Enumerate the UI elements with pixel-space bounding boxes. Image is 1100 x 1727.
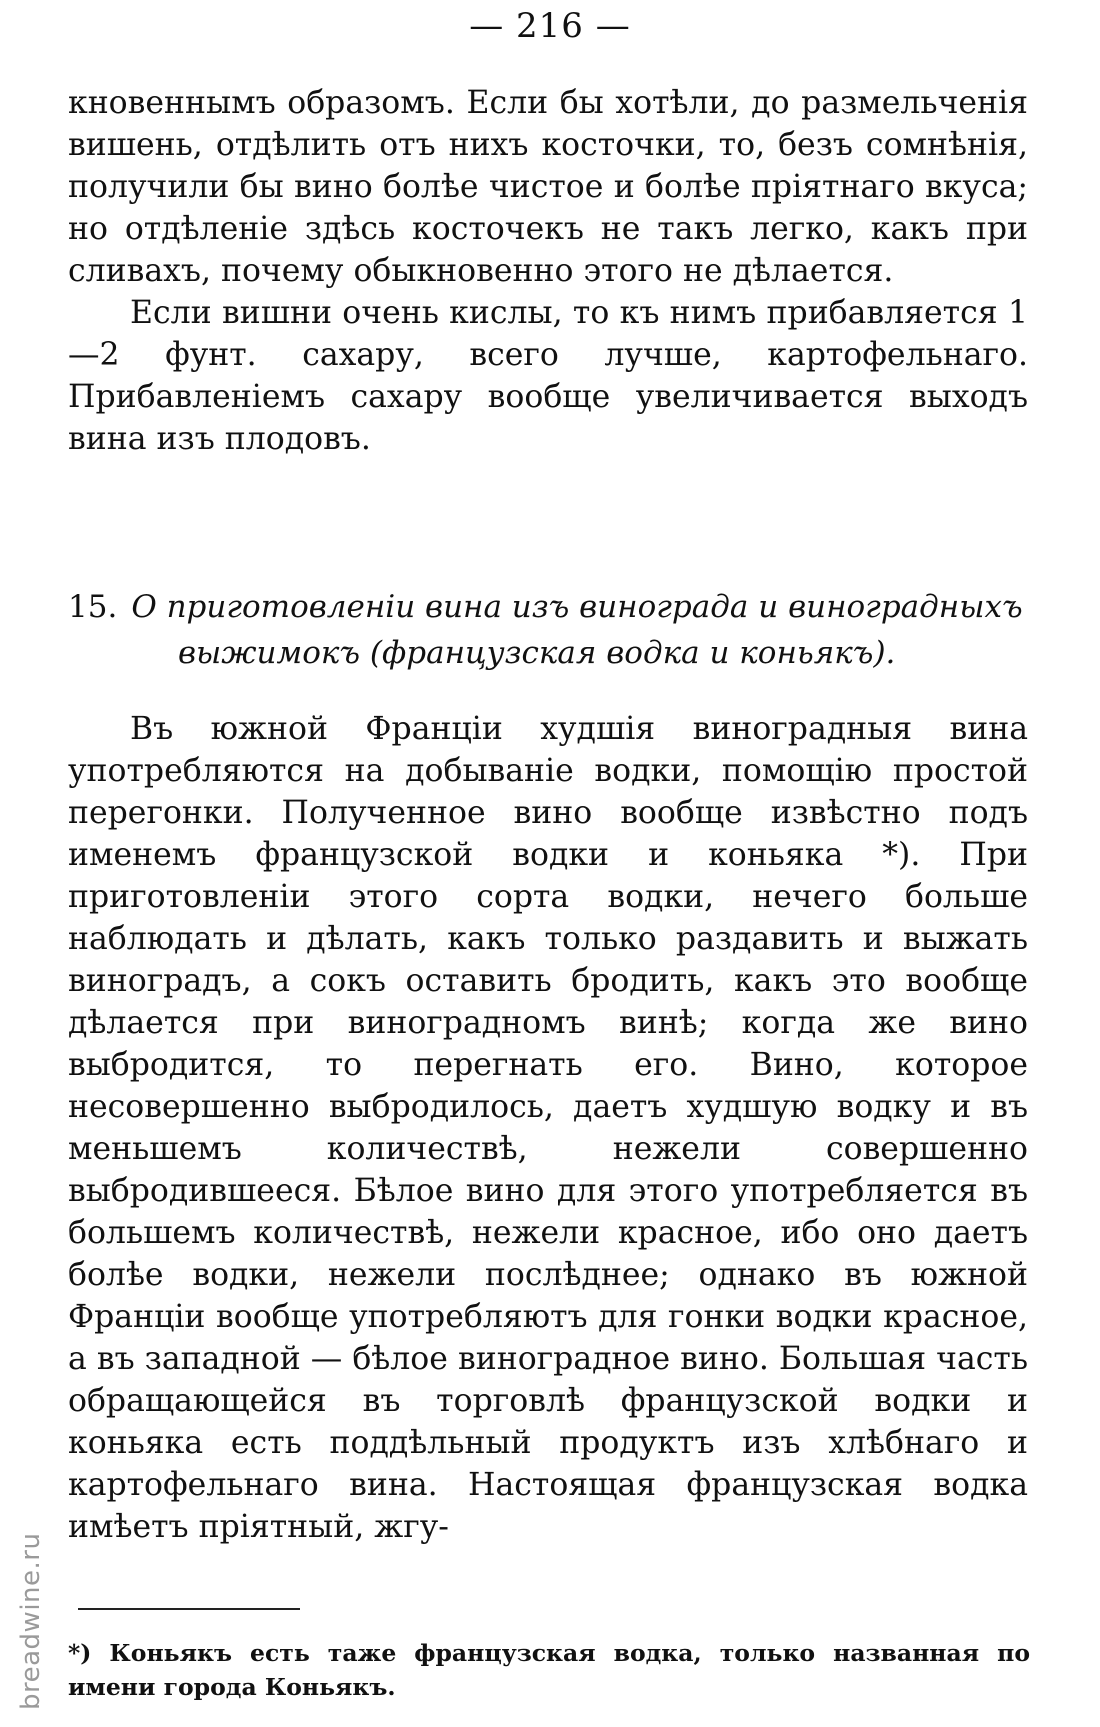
watermark: breadwine.ru (16, 1532, 46, 1710)
continued-text-block (68, 82, 1028, 460)
paragraph-sugar: Если вишни очень кислы, то къ нимъ прибавляется 1—2 фунт. сахару, всего лучше, картофельнаго. Прибавленіемъ сахару вообще увеличивается выходъ вина изъ плодовъ. (68, 295, 1028, 457)
section-title-line-1: О приготовленіи вина изъ винограда и виноградныхъ (131, 589, 1023, 625)
footnote-divider (78, 1608, 300, 1610)
paragraph-continuation: кновеннымъ образомъ. Если бы хотѣли, до размельченія вишень, отдѣлить отъ нихъ косточки, то, безъ сомнѣнія, получили бы вино болѣе чистое и болѣе пріятнаго вкуса; но отдѣленіе здѣсь косточекъ не такъ легко, какъ при сливахъ, почему обыкновенно этого не дѣлается. (68, 85, 1028, 289)
page-number: — 216 — (469, 6, 631, 46)
section-title-line-2: выжимокъ (французская водка и коньякъ). (178, 635, 896, 671)
section-number: 15. (68, 589, 118, 625)
paragraph-main: Въ южной Франціи худшія виноградныя вина употребляются на добываніе водки, помощію простой перегонки. Полученное вино вообще извѣстно подъ именемъ французской водки и коньяка *). При приготовленіи этого сорта водки, нечего больше наблюдать и дѣлать, какъ только раздавить и выжать виноградъ, а сокъ оставить бродить, какъ это вообще дѣлается при виноградномъ винѣ; когда же вино выбродится, то перегнать его. Вино, которое несовершенно выбродилось, даетъ худшую водку и въ меньшемъ количествѣ, нежели совершенно выбродившееся. Бѣлое вино для этого употребляется въ большемъ количествѣ, нежели красное, ибо оно даетъ болѣе водки, нежели послѣднее; однако въ южной Франціи вообще употребляютъ для гонки водки красное, а въ западной — бѣлое виноградное вино. Большая часть обращающейся въ торговлѣ французской водки и коньяка есть поддѣльный продуктъ изъ хлѣбнаго и картофельнаго вина. Настоящая французская водка имѣетъ пріятный, жгу- (68, 711, 1028, 1545)
footnote: *) Коньякъ есть таже французская водка, только названная по имени города Коньякъ. (68, 1639, 1030, 1701)
section-heading (68, 584, 1028, 676)
section-body (68, 708, 1028, 1548)
